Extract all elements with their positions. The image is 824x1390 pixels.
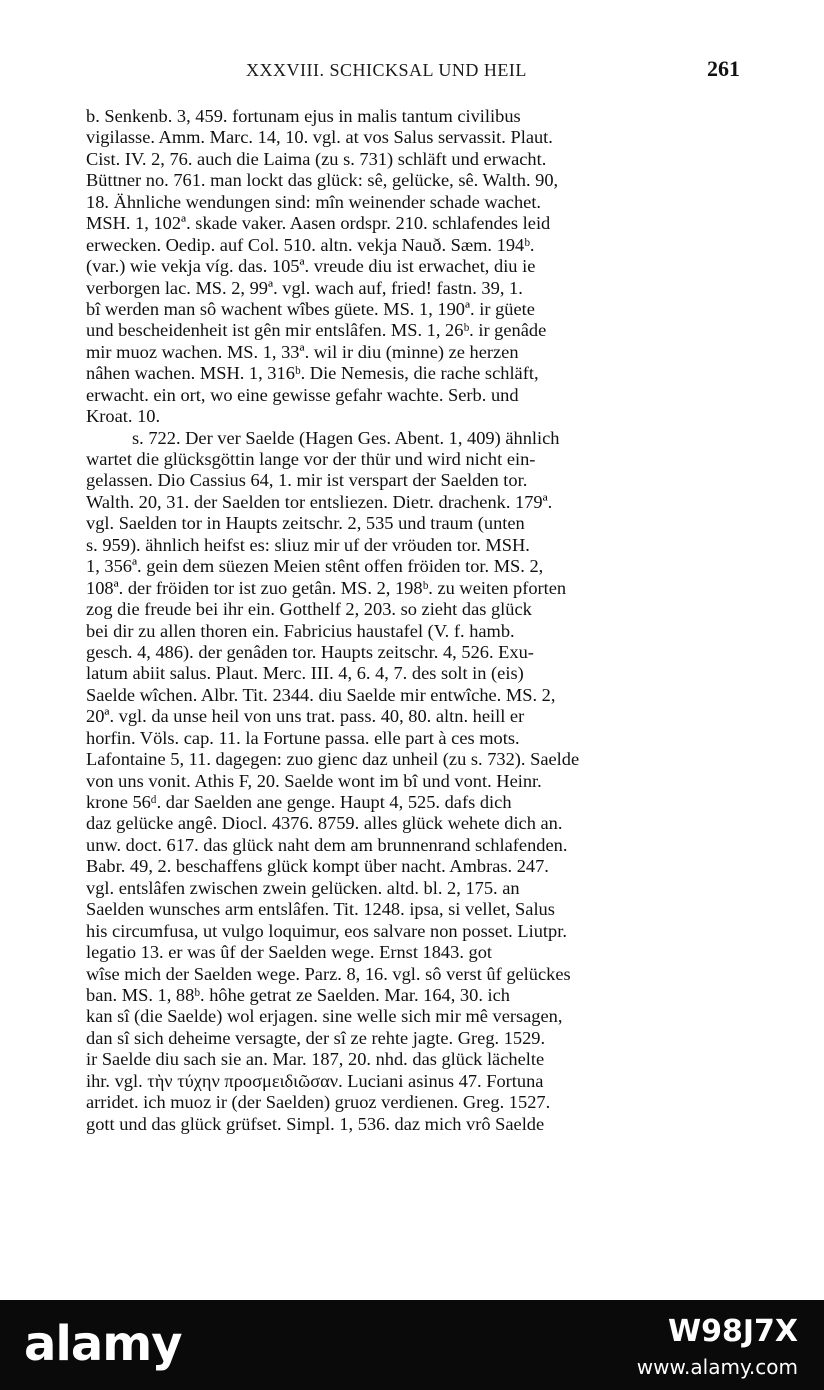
banner-info — [637, 1314, 798, 1379]
text-line: ihr. vgl. τὴν τύχην προσμειδιῶσαν. Luciani asinus 47. Fortuna — [86, 1070, 544, 1091]
stock-watermark-banner — [0, 1300, 824, 1390]
text-line: b. Senkenb. 3, 459. fortunam ejus in malis tantum civilibus — [86, 106, 521, 126]
page-header — [86, 56, 740, 86]
image-id: W98J7X — [667, 1314, 798, 1349]
text-line: verborgen lac. MS. 2, 99ª. vgl. wach auf, fried! fastn. 39, 1. — [86, 277, 523, 298]
text-line: gelassen. Dio Cassius 64, 1. mir ist verspart der Saelden tor. — [86, 470, 528, 491]
text-line: daz gelücke angê. Diocl. 4376. 8759. alles glück wehete dich an. — [86, 813, 563, 834]
banner-url: www.alamy.com — [636, 1355, 798, 1379]
text-line: s. 959). ähnlich heifst es: sliuz mir uf der vröuden tor. MSH. — [86, 534, 530, 555]
text-line: ban. MS. 1, 88ᵇ. hôhe getrat ze Saelden. Mar. 164, 30. ich — [86, 984, 510, 1005]
text-line: Kroat. 10. — [86, 406, 161, 427]
text-line: unw. doct. 617. das glück naht dem am brunnenrand schlafenden. — [86, 834, 568, 855]
text-line: his circumfusa, ut vulgo loquimur, eos salvare non posset. Liutpr. — [86, 920, 567, 941]
text-line: horfin. Völs. cap. 11. la Fortune passa. elle part à ces mots. — [86, 727, 520, 748]
text-line: von uns vonit. Athis F, 20. Saelde wont im bî und vont. Heinr. — [86, 770, 542, 791]
text-line: vigilasse. Amm. Marc. 14, 10. vgl. at vos Salus servassit. Plaut. — [86, 127, 553, 148]
text-line: 1, 356ª. gein dem süezen Meien stênt offen fröiden tor. MS. 2, — [86, 556, 544, 577]
text-line: wîse mich der Saelden wege. Parz. 8, 16. vgl. sô verst ûf gelückes — [86, 963, 571, 984]
text-line: wartet die glücksgöttin lange vor der thür und wird nicht ein- — [86, 449, 536, 469]
text-line: vgl. Saelden tor in Haupts zeitschr. 2, 535 und traum (unten — [86, 513, 525, 534]
text-line: kan sî (die Saelde) wol erjagen. sine welle sich mir mê versagen, — [86, 1006, 563, 1027]
running-head: XXXVIII. SCHICKSAL UND HEIL — [246, 60, 527, 80]
text-line: krone 56ᵈ. dar Saelden ane genge. Haupt 4, 525. dafs dich — [86, 792, 512, 812]
text-line: latum abiit salus. Plaut. Merc. III. 4, 6. 4, 7. des solt in (eis) — [86, 663, 524, 684]
text-line: Lafontaine 5, 11. dagegen: zuo gienc daz unheil (zu s. 732). Saelde — [86, 749, 580, 770]
text-line: Saelde wîchen. Albr. Tit. 2344. diu Saelde mir entwîche. MS. 2, — [86, 684, 556, 705]
text-line: zog die freude bei ihr ein. Gotthelf 2, 203. so zieht das glück — [86, 599, 532, 620]
text-line: mir muoz wachen. MS. 1, 33ª. wil ir diu (minne) ze herzen — [86, 341, 519, 362]
text-line: Babr. 49, 2. beschaffens glück kompt über nacht. Ambras. 247. — [86, 856, 549, 877]
text-line: 108ª. der fröiden tor ist zuo getân. MS. 2, 198ᵇ. zu weiten pforten — [86, 577, 567, 598]
text-line: bei dir zu allen thoren ein. Fabricius haustafel (V. f. hamb. — [86, 620, 515, 641]
text-line: 20ª. vgl. da unse heil von uns trat. pass. 40, 80. altn. heill er — [86, 706, 525, 727]
text-line: gesch. 4, 486). der genâden tor. Haupts zeitschr. 4, 526. Exu- — [86, 641, 534, 662]
text-line: erwacht. ein ort, wo eine gewisse gefahr wachte. Serb. und — [86, 384, 519, 405]
alamy-logo: alamy — [24, 1316, 182, 1372]
text-line: nâhen wachen. MSH. 1, 316ᵇ. Die Nemesis, die rache schläft, — [86, 363, 539, 384]
body-text — [86, 106, 744, 1135]
text-line: arridet. ich muoz ir (der Saelden) gruoz verdienen. Greg. 1527. — [86, 1092, 551, 1113]
text-line: s. 722. Der ver Saelde (Hagen Ges. Abent. 1, 409) ähnlich — [132, 427, 560, 448]
text-line: Cist. IV. 2, 76. auch die Laima (zu s. 731) schläft und erwacht. — [86, 148, 547, 169]
page-number: 261 — [707, 56, 740, 81]
text-line: Büttner no. 761. man lockt das glück: sê, gelücke, sê. Walth. 90, — [86, 170, 559, 191]
text-line: erwecken. Oedip. auf Col. 510. altn. vekja Nauð. Sæm. 194ᵇ. — [86, 234, 535, 255]
text-line: gott und das glück grüfset. Simpl. 1, 536. daz mich vrô Saelde — [86, 1113, 545, 1134]
text-line: bî werden man sô wachent wîbes güete. MS. 1, 190ª. ir güete — [86, 298, 535, 319]
text-line: dan sî sich deheime versagte, der sî ze rehte jagte. Greg. 1529. — [86, 1027, 546, 1048]
text-line: (var.) wie vekja víg. das. 105ª. vreude diu ist erwachet, diu ie — [86, 256, 536, 277]
text-line: 18. Ähnliche wendungen sind: mîn weinender schade wachet. — [86, 191, 542, 212]
text-line: vgl. entslâfen zwischen zwein gelücken. altd. bl. 2, 175. an — [86, 877, 520, 898]
text-line: Walth. 20, 31. der Saelden tor entsliezen. Dietr. drachenk. 179ª. — [86, 491, 553, 512]
text-line: legatio 13. er was ûf der Saelden wege. Ernst 1843. got — [86, 942, 493, 963]
text-line: Saelden wunsches arm entslâfen. Tit. 1248. ipsa, si vellet, Salus — [86, 899, 555, 920]
text-line: ir Saelde diu sach sie an. Mar. 187, 20. nhd. das glück lächelte — [86, 1049, 545, 1070]
text-line: und bescheidenheit ist gên mir entslâfen. MS. 1, 26ᵇ. ir genâde — [86, 320, 547, 341]
text-line: MSH. 1, 102ª. skade vaker. Aasen ordspr. 210. schlafendes leid — [86, 213, 551, 234]
